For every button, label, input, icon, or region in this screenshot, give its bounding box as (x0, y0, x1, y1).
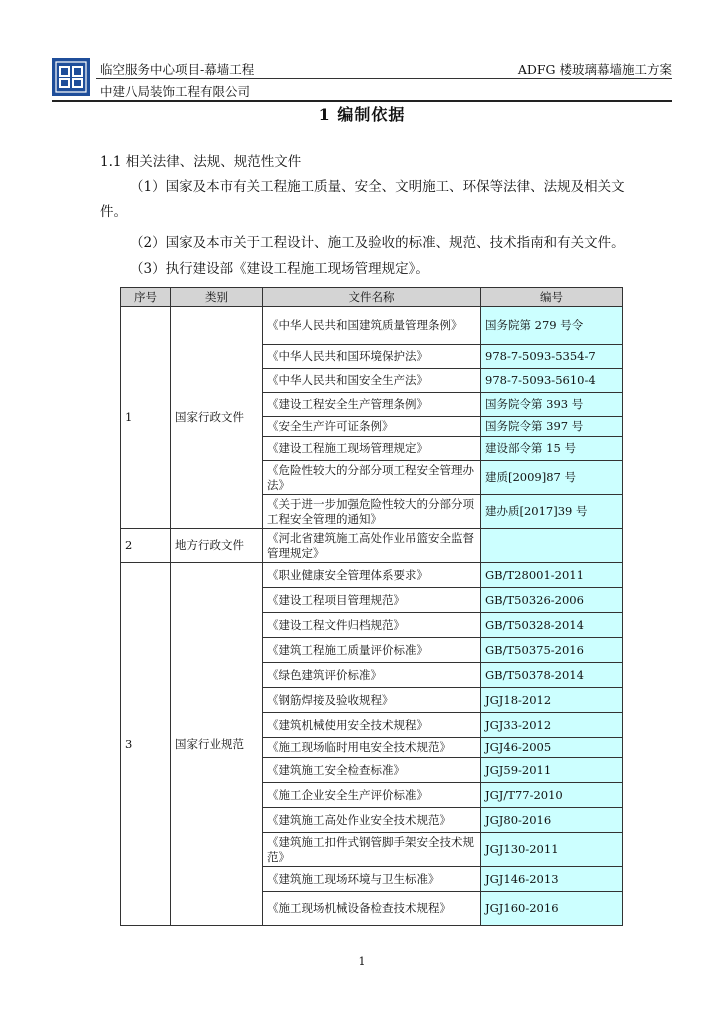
document-code: 978-7-5093-5354-7 (481, 345, 623, 369)
document-code: 国务院第 279 号令 (481, 307, 623, 345)
header-doc-title: ADFG 楼玻璃幕墙施工方案 (517, 62, 672, 77)
document-code: 建质[2009]87 号 (481, 461, 623, 495)
header-cell-category: 类别 (171, 288, 263, 307)
document-code: JGJ146-2013 (481, 867, 623, 892)
paragraph-2: （2）国家及本市关于工程设计、施工及验收的标准、规范、技术指南和有关文件。 (130, 235, 625, 251)
document-code: JGJ160-2016 (481, 892, 623, 926)
document-name: 《中华人民共和国建筑质量管理条例》 (263, 307, 481, 345)
document-code: GB/T50378-2014 (481, 663, 623, 688)
document-code: JGJ33-2012 (481, 713, 623, 738)
section-heading: 1.1 相关法律、法规、规范性文件 (100, 154, 302, 170)
page-number: 1 (358, 955, 366, 968)
document-code: GB/T50328-2014 (481, 613, 623, 638)
document-code: 国务院令第 397 号 (481, 417, 623, 437)
document-code: JGJ/T77-2010 (481, 783, 623, 808)
document-name: 《建筑施工现场环境与卫生标准》 (263, 867, 481, 892)
header-project: 临空服务中心项目-幕墙工程 (100, 62, 255, 77)
chapter-title: 1 编制依据 (318, 105, 406, 124)
table-row (121, 307, 623, 345)
group-number: 2 (121, 529, 171, 563)
header-divider (96, 78, 672, 79)
group-category: 国家行业规范 (171, 563, 263, 926)
document-name: 《绿色建筑评价标准》 (263, 663, 481, 688)
page-header (52, 54, 672, 100)
document-name: 《建筑机械使用安全技术规程》 (263, 713, 481, 738)
table-row (121, 529, 623, 563)
header-cell-code: 编号 (481, 288, 623, 307)
paragraph-1: （1）国家及本市有关工程施工质量、安全、文明施工、环保等法律、法规及相关文件。 (100, 179, 625, 220)
document-name: 《建设工程文件归档规范》 (263, 613, 481, 638)
document-code: 建设部令第 15 号 (481, 437, 623, 461)
document-code: 建办质[2017]39 号 (481, 495, 623, 529)
document-name: 《钢筋焊接及验收规程》 (263, 688, 481, 713)
group-number: 1 (121, 307, 171, 529)
document-name: 《建设工程施工现场管理规定》 (263, 437, 481, 461)
document-name: 《建筑施工高处作业安全技术规范》 (263, 808, 481, 833)
group-number: 3 (121, 563, 171, 926)
header-cell-no: 序号 (121, 288, 171, 307)
document-code: JGJ46-2005 (481, 738, 623, 758)
document-name: 《建筑工程施工质量评价标准》 (263, 638, 481, 663)
header-cell-name: 文件名称 (263, 288, 481, 307)
document-name: 《中华人民共和国安全生产法》 (263, 369, 481, 393)
document-name: 《中华人民共和国环境保护法》 (263, 345, 481, 369)
document-name: 《建设工程项目管理规范》 (263, 588, 481, 613)
document-code (481, 529, 623, 563)
document-name: 《建筑施工扣件式钢管脚手架安全技术规范》 (263, 833, 481, 867)
document-name: 《施工现场机械设备检查技术规程》 (263, 892, 481, 926)
document-name: 《建筑施工安全检查标准》 (263, 758, 481, 783)
document-name: 《职业健康安全管理体系要求》 (263, 563, 481, 588)
document-code: JGJ18-2012 (481, 688, 623, 713)
document-code: GB/T50375-2016 (481, 638, 623, 663)
table-header-row (121, 288, 623, 307)
header-company: 中建八局装饰工程有限公司 (100, 84, 251, 99)
document-code: GB/T50326-2006 (481, 588, 623, 613)
table-row (121, 563, 623, 588)
document-code: 978-7-5093-5610-4 (481, 369, 623, 393)
document-code: JGJ59-2011 (481, 758, 623, 783)
document-name: 《施工企业安全生产评价标准》 (263, 783, 481, 808)
group-category: 国家行政文件 (171, 307, 263, 529)
document-name: 《关于进一步加强危险性较大的分部分项工程安全管理的通知》 (263, 495, 481, 529)
document-code: JGJ130-2011 (481, 833, 623, 867)
paragraph-3: （3）执行建设部《建设工程施工现场管理规定》。 (130, 261, 429, 277)
document-code: JGJ80-2016 (481, 808, 623, 833)
document-code: 国务院令第 393 号 (481, 393, 623, 417)
document-code: GB/T28001-2011 (481, 563, 623, 588)
document-name: 《危险性较大的分部分项工程安全管理办法》 (263, 461, 481, 495)
company-logo (52, 58, 90, 96)
document-name: 《施工现场临时用电安全技术规范》 (263, 738, 481, 758)
regulations-table (120, 287, 623, 926)
document-name: 《建设工程安全生产管理条例》 (263, 393, 481, 417)
document-name: 《河北省建筑施工高处作业吊篮安全监督管理规定》 (263, 529, 481, 563)
group-category: 地方行政文件 (171, 529, 263, 563)
document-name: 《安全生产许可证条例》 (263, 417, 481, 437)
